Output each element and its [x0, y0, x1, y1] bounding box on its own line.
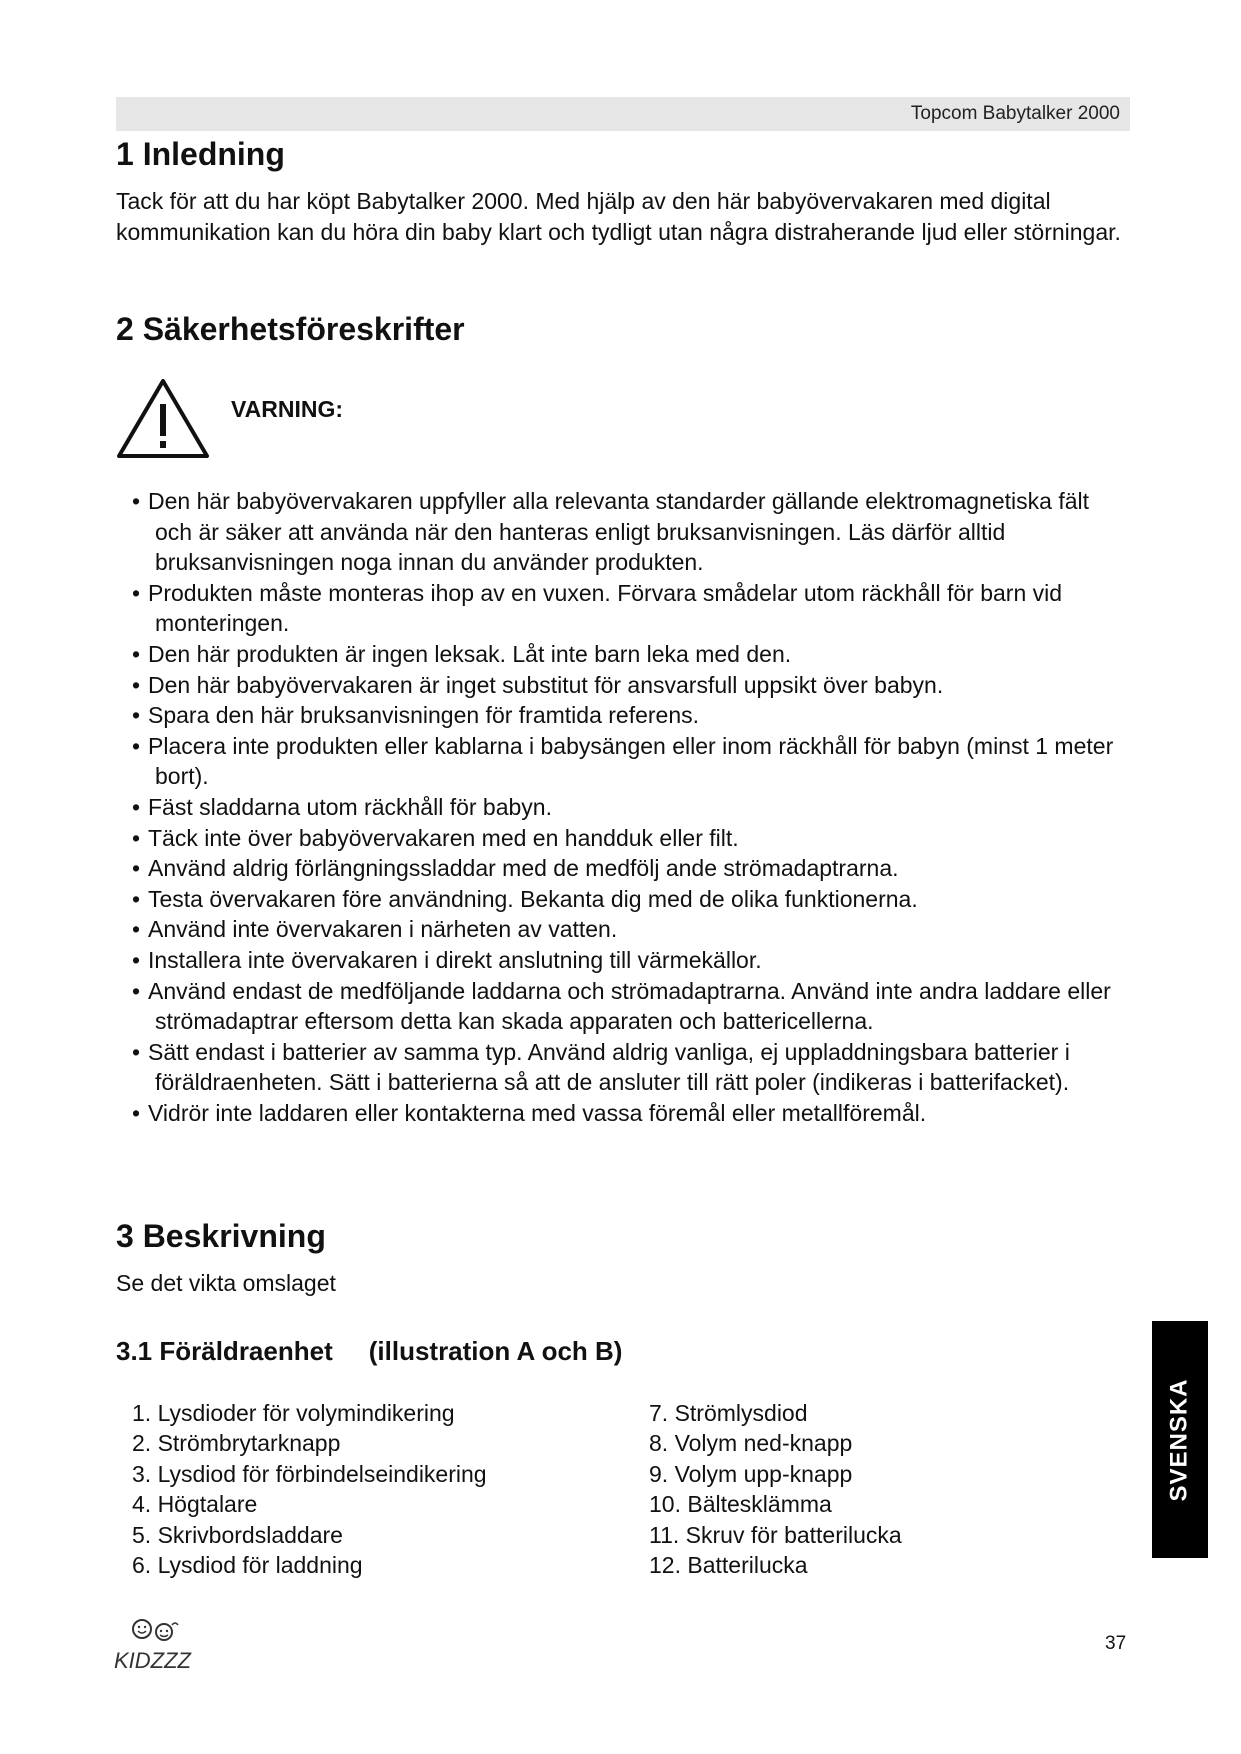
list-item: 10. Bältesklämma [649, 1491, 832, 1518]
list-item: • Använd aldrig förlängningssladdar med de medfölj ande strömadaptrarna. [132, 855, 899, 882]
page-number: 37 [1105, 1633, 1127, 1654]
warning-label: VARNING: [231, 396, 344, 422]
section-1-heading: 1 Inledning [116, 136, 285, 172]
list-item: 7. Strömlysdiod [649, 1400, 808, 1426]
list-item: • Den här babyövervakaren uppfyller alla relevanta standarder gällande elektromagnetiska fält och är säker att använda när den hanteras enligt bruksanvisningen. Läs därför alltid bruksanvisningen noga innan du använder produkten. [132, 488, 1090, 576]
list-item: • Placera inte produkten eller kablarna i babysängen eller inom räckhåll för babyn (minst 1 meter bort). [132, 732, 1114, 790]
list-item: • Fäst sladdarna utom räckhåll för babyn. [132, 793, 552, 820]
list-item: 1. Lysdioder för volymindikering [132, 1400, 455, 1426]
language-tab [1152, 1321, 1208, 1558]
list-item: 2. Strömbrytarknapp [132, 1430, 341, 1457]
list-item: 6. Lysdiod för laddning [132, 1552, 363, 1579]
list-item: 3. Lysdiod för förbindelseindikering [132, 1460, 487, 1487]
kidzzz-logo [112, 1616, 202, 1676]
language-tab-label: SVENSKA [1166, 1377, 1193, 1502]
safety-list [116, 486, 1126, 1128]
list-item: • Täck inte över babyövervakaren med en handduk eller filt. [132, 824, 739, 851]
list-item: 11. Skruv för batterilucka [649, 1521, 902, 1548]
list-item: 9. Volym upp-knapp [649, 1460, 853, 1487]
sub-heading-note: (illustration A och B) [368, 1336, 623, 1366]
section-3-text: Se det vikta omslaget [116, 1270, 336, 1296]
section-2-heading: 2 Säkerhetsföreskrifter [116, 311, 465, 347]
list-item: 8. Volym ned-knapp [649, 1430, 853, 1457]
list-item: • Den här produkten är ingen leksak. Låt inte barn leka med den. [132, 640, 792, 667]
list-item: • Testa övervakaren före användning. Bekanta dig med de olika funktionerna. [132, 885, 918, 912]
list-item: • Installera inte övervakaren i direkt anslutning till värmekällor. [132, 946, 762, 973]
parts-list-right [649, 1398, 902, 1580]
list-item: • Vidrör inte laddaren eller kontakterna med vassa föremål eller metallföremål. [132, 1099, 927, 1126]
warning-triangle-icon [116, 378, 210, 460]
parts-list-left [132, 1398, 487, 1580]
header-bar [116, 97, 1130, 131]
list-item: • Den här babyövervakaren är inget substitut för ansvarsfull uppsikt över babyn. [132, 671, 944, 698]
list-item: • Sätt endast i batterier av samma typ. Använd aldrig vanliga, ej uppladdningsbara batterier i föräldraenheten. Sätt i batterierna så att de ansluter till rätt poler (indikeras i batterifacket). [132, 1038, 1070, 1096]
list-item: • Använd inte övervakaren i närheten av vatten. [132, 916, 618, 943]
list-item: 5. Skrivbordsladdare [132, 1521, 343, 1548]
list-item: 4. Högtalare [132, 1491, 258, 1518]
list-item: • Produkten måste monteras ihop av en vuxen. Förvara smådelar utom räckhåll för barn vid monteringen. [132, 579, 1063, 637]
list-item: • Spara den här bruksanvisningen för framtida referens. [132, 702, 700, 729]
logo-text: KIDZZZ [114, 1648, 191, 1673]
list-item: 12. Batterilucka [649, 1552, 808, 1579]
section-1-text: Tack för att du har köpt Babytalker 2000. Med hjälp av den här babyövervakaren med digital kommunikation kan du höra din baby klart och tydligt utan några distraherande ljud eller störningar. [116, 188, 1121, 245]
header-title: Topcom Babytalker 2000 [910, 103, 1120, 124]
section-3-heading: 3 Beskrivning [116, 1218, 326, 1254]
section-3-1-heading [116, 1336, 622, 1367]
sub-heading-title: 3.1 Föräldraenhet [116, 1336, 333, 1366]
list-item: • Använd endast de medföljande laddarna och strömadaptrarna. Använd inte andra laddare eller strömadaptrar eftersom detta kan skada apparaten och battericellerna. [132, 977, 1111, 1035]
